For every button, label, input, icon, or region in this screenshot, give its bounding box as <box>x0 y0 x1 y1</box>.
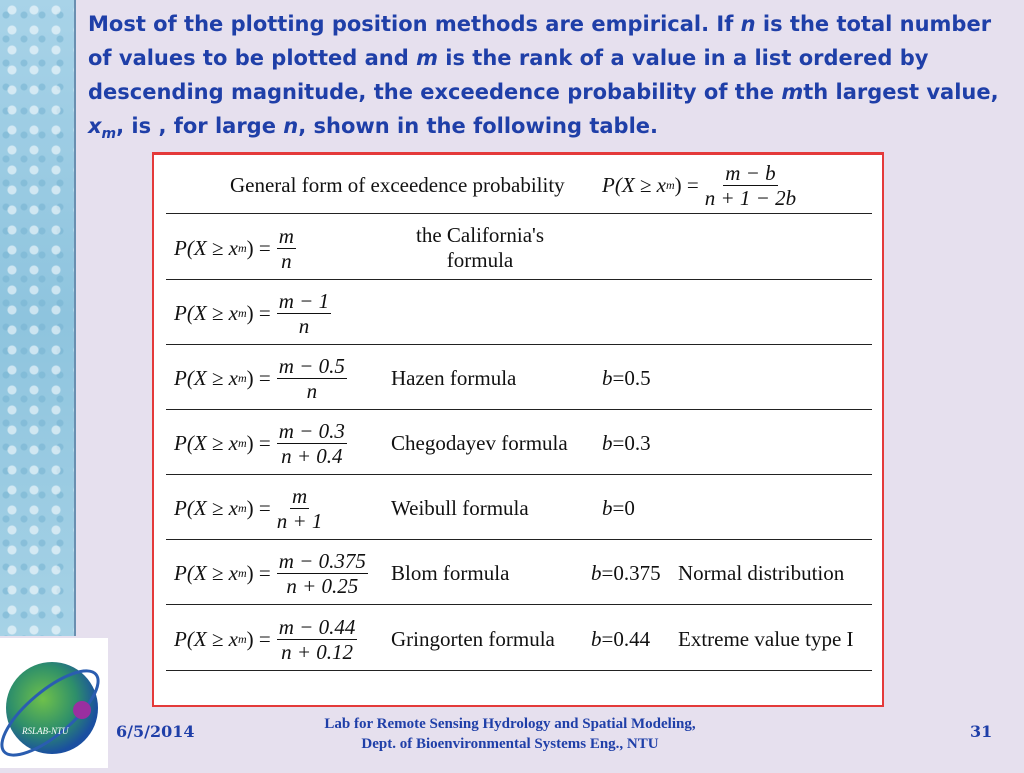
page-number: 31 <box>970 722 993 741</box>
formula-name: Hazen formula <box>391 365 517 390</box>
formula: P(X ≥ x m ) = $\frac{m - 0.44}{n + 0.12}$ <box>174 614 356 664</box>
general-form-label: General form of exceedence probability <box>230 172 565 197</box>
b-value: b =0.5 <box>602 365 651 390</box>
footer-date: 6/5/2014 <box>116 722 195 741</box>
b-value: b =0.375 <box>591 560 661 585</box>
distribution: Normal distribution <box>678 560 845 585</box>
formula-row <box>166 542 872 605</box>
footer-lab-name: Lab for Remote Sensing Hydrology and Spatial Modeling, Dept. of Bioenvironmental Systems Eng., NTU <box>324 716 696 752</box>
b-value: b =0 <box>602 495 635 520</box>
formula-name: Gringorten formula <box>391 626 555 651</box>
formula: P(X ≥ x m ) = $\frac{m}{n + 1}$ <box>174 483 323 533</box>
formula-row <box>166 217 872 280</box>
formula: P(X ≥ x m ) = $\frac{m}{n}$ <box>174 223 294 273</box>
formula-name: the California's formula <box>416 223 544 272</box>
distribution: Extreme value type I <box>678 626 854 651</box>
formula: P(X ≥ x m ) = $\frac{m - 1}{n}$ <box>174 288 330 338</box>
formula-name: Blom formula <box>391 560 510 585</box>
plotting-position-table <box>152 152 884 707</box>
formula-name: Weibull formula <box>391 495 529 520</box>
formula-name: Chegodayev formula <box>391 430 568 455</box>
formula: P(X ≥ x m ) = $\frac{m - 0.3}{n + 0.4}$ <box>174 418 345 468</box>
formula-row <box>166 412 872 475</box>
intro-text: Most of the plotting position methods are empirical. If n is the total number of values to be plotted and m is the rank of a value in a list ordered by descending magnitude, the exceedence probability of the mth largest value, $x_m$, is , for large n, shown in the following table. <box>88 12 999 143</box>
formula-row <box>166 608 872 671</box>
formula: P(X ≥ x m ) = $\frac{m - 0.5}{n}$ <box>174 353 345 403</box>
general-form-formula: P(X ≥ x m ) = $\frac{m - b}{n + 1 - 2b}$ <box>602 160 797 210</box>
b-value: b =0.44 <box>591 626 651 651</box>
lab-logo <box>0 638 108 768</box>
formula-row <box>166 347 872 410</box>
formula-row <box>166 477 872 540</box>
b-value: b =0.3 <box>602 430 651 455</box>
decorative-sidebar <box>0 0 76 636</box>
formula: P(X ≥ x m ) = $\frac{m - 0.375}{n + 0.25}$ <box>174 548 366 598</box>
logo-text: RSLAB-NTU <box>22 726 69 736</box>
formula-row <box>166 282 872 345</box>
general-form-row <box>166 157 872 214</box>
